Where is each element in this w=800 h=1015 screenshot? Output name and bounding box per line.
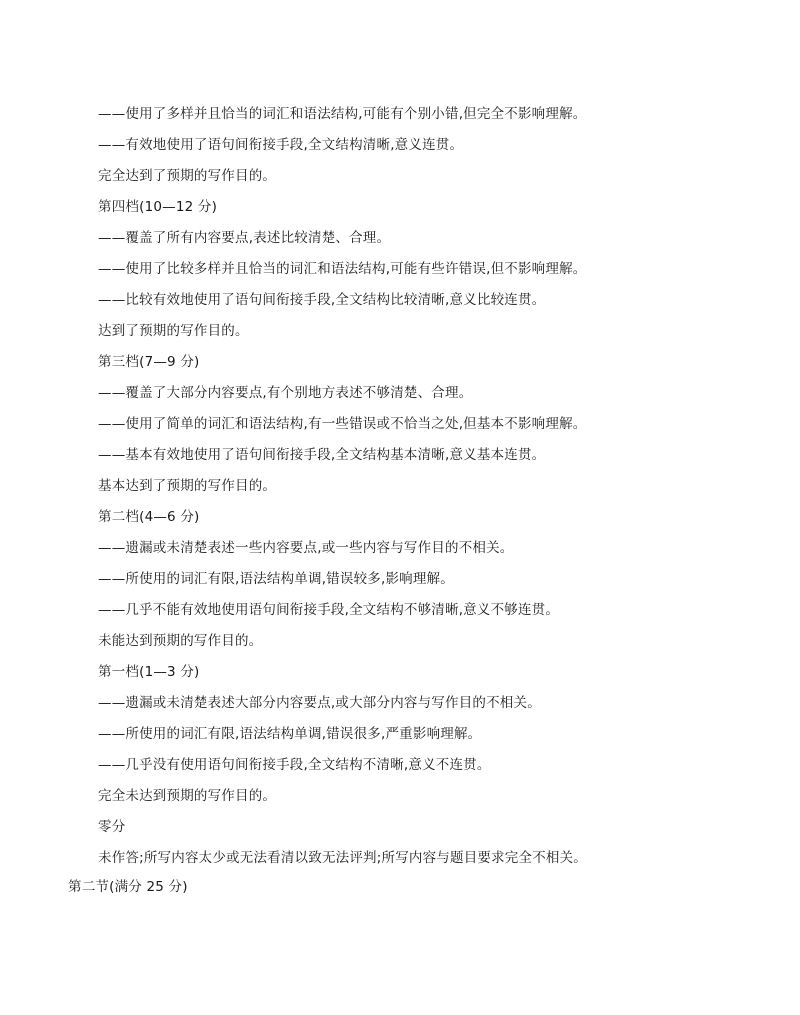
summary-line: 达到了预期的写作目的。 — [98, 323, 249, 339]
grade-heading: 第四档(10—12 分) — [98, 199, 218, 215]
criterion-line: ——使用了比较多样并且恰当的词汇和语法结构,可能有些许错误,但不影响理解。 — [98, 261, 587, 277]
criterion-line: ——比较有效地使用了语句间衔接手段,全文结构比较清晰,意义比较连贯。 — [98, 292, 546, 308]
criterion-line: ——遗漏或未清楚表述大部分内容要点,或大部分内容与写作目的不相关。 — [98, 695, 541, 711]
criterion-line: ——使用了简单的词汇和语法结构,有一些错误或不恰当之处,但基本不影响理解。 — [98, 416, 587, 432]
criterion-line: ——遗漏或未清楚表述一些内容要点,或一些内容与写作目的不相关。 — [98, 540, 514, 556]
criterion-line: 未作答;所写内容太少或无法看清以致无法评判;所写内容与题目要求完全不相关。 — [98, 850, 587, 866]
criterion-line: ——覆盖了所有内容要点,表述比较清楚、合理。 — [98, 230, 391, 246]
criterion-line: ——几乎没有使用语句间衔接手段,全文结构不清晰,意义不连贯。 — [98, 757, 491, 773]
grade-heading: 零分 — [98, 819, 126, 835]
summary-line: 基本达到了预期的写作目的。 — [98, 478, 277, 494]
criterion-line: ——所使用的词汇有限,语法结构单调,错误很多,严重影响理解。 — [98, 726, 482, 742]
summary-line: 完全达到了预期的写作目的。 — [98, 168, 277, 184]
grade-heading: 第二档(4—6 分) — [98, 509, 200, 525]
summary-line: 完全未达到预期的写作目的。 — [98, 788, 277, 804]
criterion-line: ——基本有效地使用了语句间衔接手段,全文结构基本清晰,意义基本连贯。 — [98, 447, 546, 463]
section-heading: 第二节(满分 25 分) — [68, 879, 188, 895]
criterion-line: ——覆盖了大部分内容要点,有个别地方表述不够清楚、合理。 — [98, 385, 473, 401]
grade-heading: 第一档(1—3 分) — [98, 664, 200, 680]
criterion-line: ——使用了多样并且恰当的词汇和语法结构,可能有个别小错,但完全不影响理解。 — [98, 106, 587, 122]
criterion-line: ——所使用的词汇有限,语法结构单调,错误较多,影响理解。 — [98, 571, 454, 587]
grade-heading: 第三档(7—9 分) — [98, 354, 200, 370]
criterion-line: ——几乎不能有效地使用语句间衔接手段,全文结构不够清晰,意义不够连贯。 — [98, 602, 560, 618]
summary-line: 未能达到预期的写作目的。 — [98, 633, 263, 649]
criterion-line: ——有效地使用了语句间衔接手段,全文结构清晰,意义连贯。 — [98, 137, 464, 153]
